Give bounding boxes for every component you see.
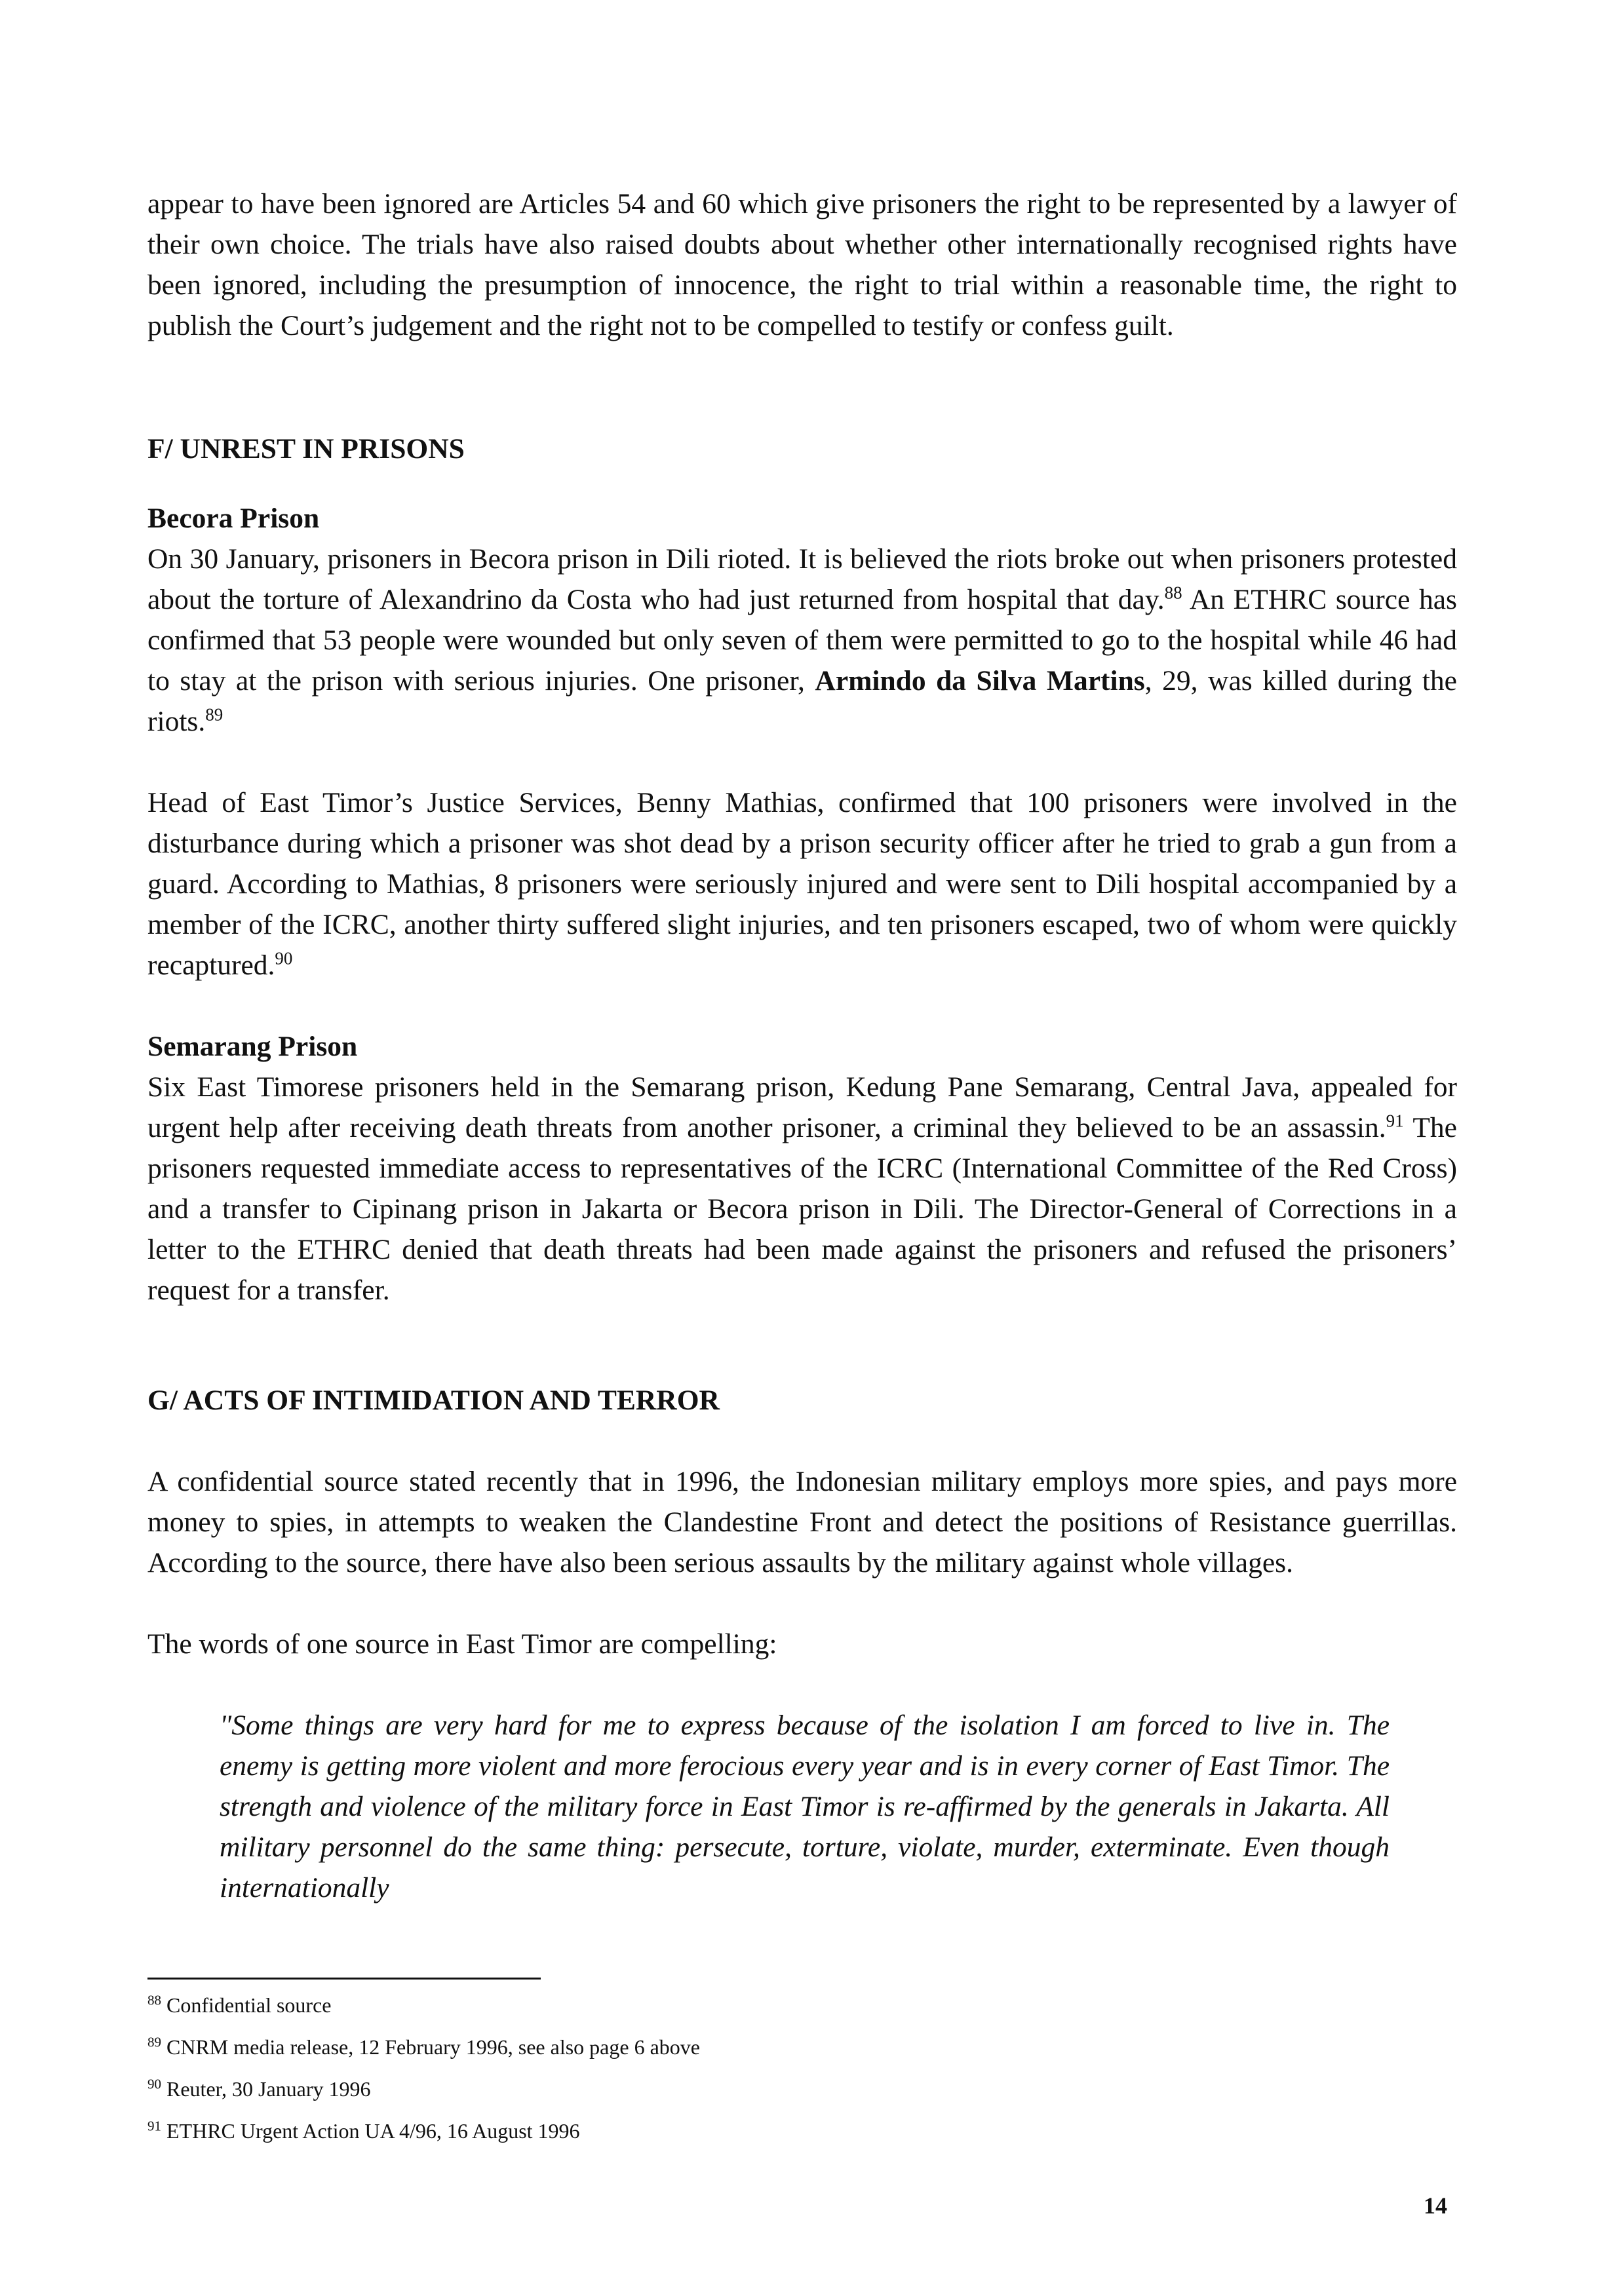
semarang-text-b: The prisoners requested immediate access to representatives of the ICRC (International Committee of the Red Cross) and a transfer to Cipinang prison in Jakarta or Becora prison in Dili. The Director-General of Corrections in a letter to the ETHRC denied that death threats had been made against the prisoners and refused the prisoners’ request for a transfer.: [147, 1112, 1457, 1306]
footnote-89: [147, 2034, 1327, 2060]
footnote-text: Reuter, 30 January 1996: [166, 2077, 371, 2101]
footnote-ref-90: 90: [275, 948, 293, 968]
subheading-becora-prison: Becora Prison: [147, 503, 320, 534]
footnote-ref-89: 89: [205, 704, 224, 725]
page-body: [147, 183, 1457, 1908]
becora-paragraph-1: [147, 539, 1457, 742]
intro-paragraph: appear to have been ignored are Articles 54 and 60 which give prisoners the right to be represented by a lawyer of their own choice. The trials have also raised doubts about whether other internationally recognised rights have been ignored, including the presumption of innocence, the right to trial within a reasonable time, the right to publish the Court’s judgement and the right not to be compelled to testify or confess guilt.: [147, 188, 1457, 341]
footnote-number: 89: [147, 2034, 161, 2050]
intimidation-paragraph-2: The words of one source in East Timor are compelling:: [147, 1628, 777, 1660]
section-heading-f: F/ UNREST IN PRISONS: [147, 433, 465, 465]
becora-text-c: , 29, was killed during the riots.: [147, 665, 1457, 737]
footnote-number: 91: [147, 2118, 161, 2134]
footnotes: [147, 1992, 1327, 2160]
source-quote: "Some things are very hard for me to express because of the isolation I am forced to live in. The enemy is getting more violent and more ferocious every year and is in every corner of East Timor. The strength and violence of the military force in East Timor is re-affirmed by the generals in Jakarta. All military personnel do the same thing: persecute, torture, violate, murder, exterminate. Even though internationally: [220, 1710, 1390, 1904]
page-number: 14: [1424, 2192, 1447, 2219]
footnote-number: 88: [147, 1992, 161, 2008]
section-heading-g: G/ ACTS OF INTIMIDATION AND TERROR: [147, 1385, 720, 1416]
becora-text-b: An ETHRC source has confirmed that 53 people were wounded but only seven of them were permitted to go to the hospital while 46 had to stay at the prison with serious injuries. One prisoner,: [147, 584, 1457, 697]
footnote-88: [147, 1992, 1327, 2018]
becora-paragraph-2: [147, 782, 1457, 985]
footnote-ref-88: 88: [1164, 583, 1182, 603]
footnote-text: ETHRC Urgent Action UA 4/96, 16 August 1996: [166, 2119, 580, 2143]
footnote-ref-91: 91: [1386, 1111, 1404, 1131]
footnote-90: [147, 2076, 1327, 2102]
victim-name: Armindo da Silva Martins: [815, 665, 1145, 697]
footnote-divider: [147, 1978, 541, 1980]
becora-p2-text: Head of East Timor’s Justice Services, Benny Mathias, confirmed that 100 prisoners were involved in the disturbance during which a prisoner was shot dead by a prison security officer after he tried to grab a gun from a guard. According to Mathias, 8 prisoners were seriously injured and were sent to Dili hospital accompanied by a member of the ICRC, another thirty suffered slight injuries, and ten prisoners escaped, two of whom were quickly recaptured.: [147, 787, 1457, 981]
footnote-91: [147, 2118, 1327, 2144]
becora-text-a: On 30 January, prisoners in Becora prison in Dili rioted. It is believed the riots broke out when prisoners protested about the torture of Alexandrino da Costa who had just returned from hospital that day.: [147, 543, 1457, 615]
footnote-number: 90: [147, 2076, 161, 2092]
footnote-text: Confidential source: [166, 1993, 332, 2017]
intimidation-paragraph-1: A confidential source stated recently that in 1996, the Indonesian military employs more spies, and pays more money to spies, in attempts to weaken the Clandestine Front and detect the positions of Resistance guerrillas. According to the source, there have also been serious assaults by the military against whole villages.: [147, 1466, 1457, 1578]
semarang-paragraph: [147, 1067, 1457, 1311]
subheading-semarang-prison: Semarang Prison: [147, 1031, 358, 1062]
semarang-text-a: Six East Timorese prisoners held in the Semarang prison, Kedung Pane Semarang, Central Java, appealed for urgent help after receiving death threats from another prisoner, a criminal they believed to be an assassin.: [147, 1071, 1457, 1143]
footnote-text: CNRM media release, 12 February 1996, see also page 6 above: [166, 2035, 700, 2059]
